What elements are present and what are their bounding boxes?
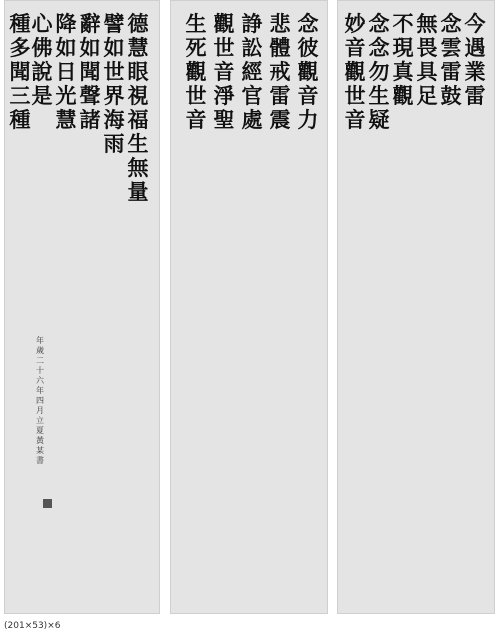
column-text: 念 [440, 11, 462, 36]
glyph: 音 [344, 107, 366, 132]
glyph: 聞 [79, 59, 101, 84]
column-text: 降 [55, 11, 77, 36]
glyph: 音 [213, 59, 235, 84]
glyph: 音 [344, 35, 366, 60]
text-column [183, 13, 209, 131]
glyph: 雷 [464, 83, 486, 108]
glyph: 足 [416, 83, 438, 108]
glyph: 畏 [416, 35, 438, 60]
glyph: 勿 [368, 59, 390, 84]
text-column [414, 13, 440, 107]
glyph: 疑 [368, 107, 390, 132]
text-column [125, 13, 151, 203]
glyph: 福 [127, 107, 149, 132]
glyph: 死 [185, 35, 207, 60]
glyph: 聞 [9, 59, 31, 84]
column-text: 辭 [79, 11, 101, 36]
column-text: 生 [185, 11, 207, 36]
glyph: 眼 [127, 59, 149, 84]
scroll-panel-right [337, 0, 495, 614]
glyph: 力 [297, 107, 319, 132]
text-column [7, 13, 33, 131]
column-text: 不 [392, 11, 414, 36]
dimension-caption: (201×53)×6 [4, 621, 61, 631]
glyph: 戒 [269, 59, 291, 84]
column-text: 譬 [103, 11, 125, 36]
column-text: 種 [9, 11, 31, 36]
text-column [462, 13, 488, 107]
scroll-panel-middle [170, 0, 328, 614]
column-text: 德 [127, 11, 149, 36]
artist-seal [43, 499, 52, 508]
glyph: 震 [269, 107, 291, 132]
glyph: 佛 [31, 35, 53, 60]
glyph: 說 [31, 59, 53, 84]
glyph: 具 [416, 59, 438, 84]
glyph: 種 [9, 107, 31, 132]
glyph: 雨 [103, 131, 125, 156]
glyph: 雷 [440, 59, 462, 84]
glyph: 日 [55, 59, 77, 84]
glyph: 多 [9, 35, 31, 60]
glyph: 雷 [269, 83, 291, 108]
column-text: 念 [368, 11, 390, 36]
glyph: 視 [127, 83, 149, 108]
glyph: 三 [9, 83, 31, 108]
glyph: 觀 [185, 59, 207, 84]
glyph: 聖 [213, 107, 235, 132]
column-text: 心 [31, 11, 53, 36]
column-text: 諍 [241, 11, 263, 36]
glyph: 世 [344, 83, 366, 108]
glyph: 世 [185, 83, 207, 108]
glyph: 官 [241, 83, 263, 108]
glyph: 是 [31, 83, 53, 108]
column-text: 無 [416, 11, 438, 36]
column-text: 妙 [344, 11, 366, 36]
text-column [53, 13, 79, 131]
artist-inscription: 年 歲 二 十 六 年 四 月 立 夏 黃 某 書 [36, 336, 44, 465]
glyph: 真 [392, 59, 414, 84]
glyph: 雲 [440, 35, 462, 60]
glyph: 慧 [55, 107, 77, 132]
glyph: 鼓 [440, 83, 462, 108]
glyph: 現 [392, 35, 414, 60]
column-text: 觀 [213, 11, 235, 36]
glyph: 念 [368, 35, 390, 60]
column-text: 念 [297, 11, 319, 36]
text-column [390, 13, 416, 107]
glyph: 觀 [297, 59, 319, 84]
glyph: 界 [103, 83, 125, 108]
text-column [211, 13, 237, 131]
glyph: 音 [297, 83, 319, 108]
glyph: 無 [127, 155, 149, 180]
glyph: 世 [103, 59, 125, 84]
glyph: 如 [79, 35, 101, 60]
glyph: 觀 [392, 83, 414, 108]
text-column [101, 13, 127, 155]
column-text: 悲 [269, 11, 291, 36]
glyph: 經 [241, 59, 263, 84]
text-column [267, 13, 293, 131]
glyph: 量 [127, 179, 149, 204]
text-column [77, 13, 103, 131]
text-column [342, 13, 368, 131]
glyph: 生 [127, 131, 149, 156]
glyph: 如 [55, 35, 77, 60]
glyph: 音 [185, 107, 207, 132]
glyph: 聲 [79, 83, 101, 108]
glyph: 諸 [79, 107, 101, 132]
glyph: 生 [368, 83, 390, 108]
column-text: 今 [464, 11, 486, 36]
text-column [295, 13, 321, 131]
text-column [438, 13, 464, 107]
glyph: 觀 [344, 59, 366, 84]
glyph: 業 [464, 59, 486, 84]
glyph: 處 [241, 107, 263, 132]
text-column [366, 13, 392, 131]
glyph: 彼 [297, 35, 319, 60]
glyph: 世 [213, 35, 235, 60]
glyph: 遇 [464, 35, 486, 60]
glyph: 訟 [241, 35, 263, 60]
scroll-panel-left [4, 0, 160, 614]
glyph: 淨 [213, 83, 235, 108]
text-column [239, 13, 265, 131]
glyph: 光 [55, 83, 77, 108]
glyph: 體 [269, 35, 291, 60]
glyph: 慧 [127, 35, 149, 60]
glyph: 海 [103, 107, 125, 132]
glyph: 如 [103, 35, 125, 60]
